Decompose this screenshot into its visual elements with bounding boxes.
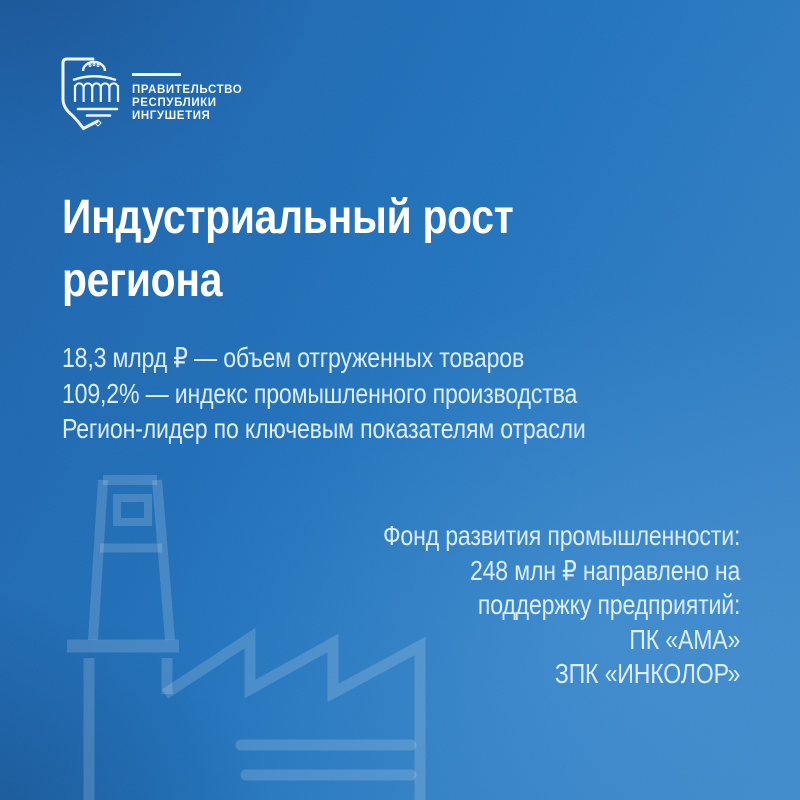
- industry-stats: [62, 340, 586, 447]
- government-logo-text: [132, 52, 242, 134]
- stat-shipped-goods: 18,3 млрд ₽ — объем отгруженных товаров: [62, 342, 525, 373]
- stat-production-index: 109,2% — индекс промышленного производства: [62, 377, 578, 409]
- stat-region-leader: Регион-лидер по ключевым показателям отрасли: [62, 413, 586, 444]
- fund-enterprise-2: ЗПК «ИНКОЛОР»: [554, 658, 740, 689]
- logo-divider: [132, 73, 181, 76]
- page-title-line-1: Индустриальный рост: [62, 191, 514, 244]
- org-name-line-2: РЕСПУБЛИКИ: [132, 96, 217, 109]
- industry-fund-block: [383, 519, 740, 692]
- page-title-line-2: региона: [62, 254, 223, 307]
- fund-amount: 248 млн ₽ направлено на: [469, 554, 740, 586]
- page-title: [62, 186, 513, 312]
- government-logo: [55, 52, 242, 134]
- fund-purpose: поддержку предприятий:: [477, 589, 740, 620]
- government-emblem-icon: [55, 52, 121, 134]
- fund-title: Фонд развития промышленности:: [382, 520, 740, 551]
- org-name-line-1: ПРАВИТЕЛЬСТВО: [132, 83, 243, 96]
- org-name-line-3: ИНГУШЕТИЯ: [132, 109, 211, 122]
- fund-enterprise-1: ПК «АМА»: [629, 623, 740, 655]
